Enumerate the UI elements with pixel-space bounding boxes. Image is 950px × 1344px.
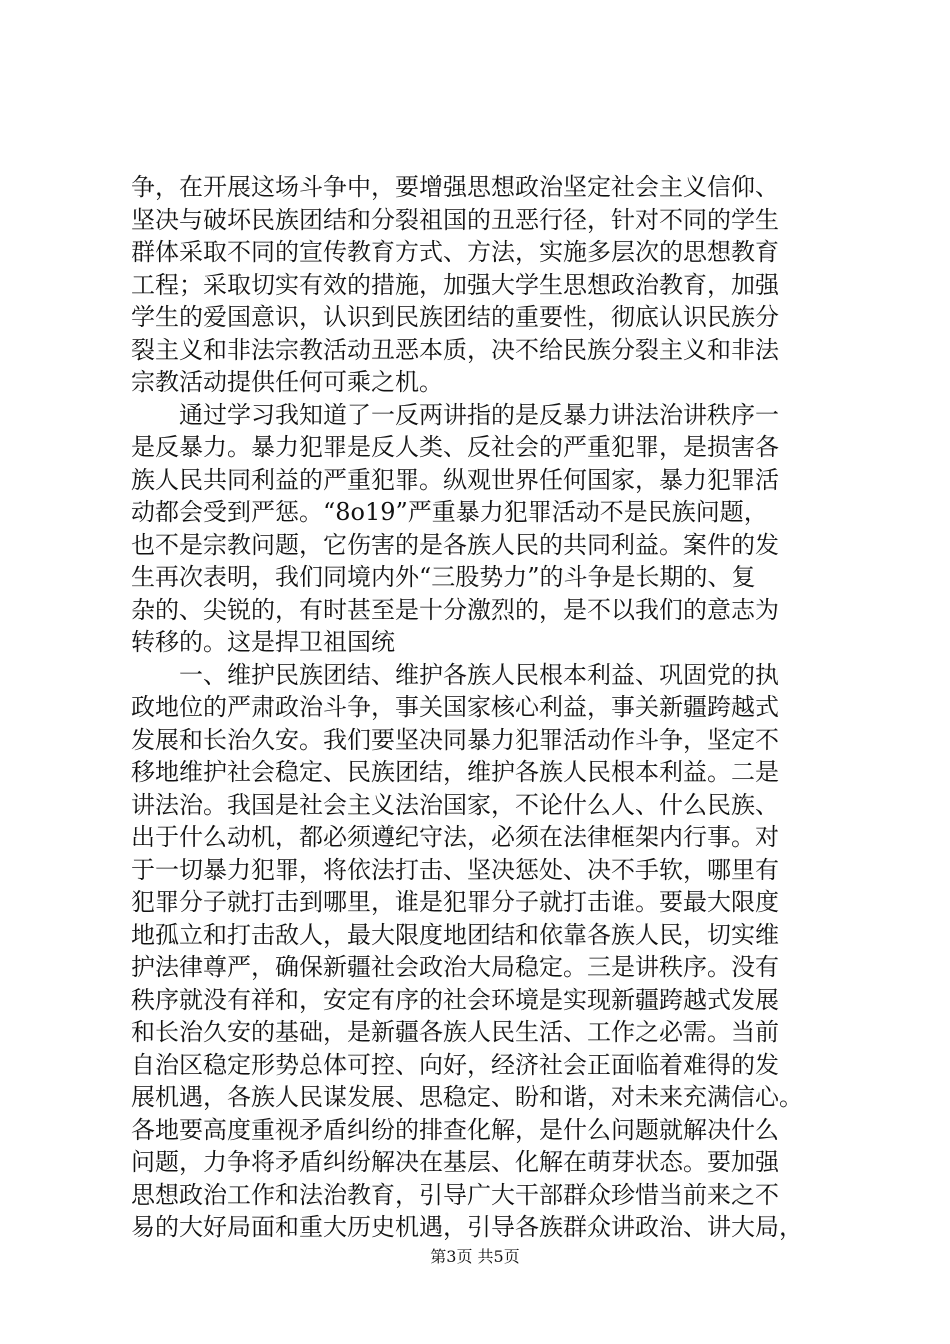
text-line: 于一切暴力犯罪，将依法打击、坚决惩处、决不手软，哪里有 <box>131 855 779 884</box>
text-line: 转移的。这是捍卫祖国统 <box>131 628 395 656</box>
text-line: 犯罪分子就打击到哪里，谁是犯罪分子就打击谁。要最大限度 <box>131 888 779 916</box>
text-line: 易的大好局面和重大历史机遇，引导各族群众讲政治、讲大局， <box>131 1213 803 1241</box>
document-body <box>131 171 831 1244</box>
text-line: 也不是宗教问题，它伤害的是各族人民的共同利益。案件的发 <box>131 530 779 559</box>
text-line: 争，在开展这场斗争中，要增强思想政治坚定社会主义信仰、 <box>131 173 779 201</box>
text-line: 展机遇，各族人民谋发展、思稳定、盼和谐，对未来充满信心。 <box>131 1083 803 1111</box>
text-line: 讲法治。我国是社会主义法治国家，不论什么人、什么民族、 <box>131 790 779 819</box>
text-line: 出于什么动机，都必须遵纪守法，必须在法律框架内行事。对 <box>131 823 779 851</box>
text-line: 族人民共同利益的严重犯罪。纵观世界任何国家，暴力犯罪活 <box>131 465 779 494</box>
text-line: 发展和长治久安。我们要坚决同暴力犯罪活动作斗争，坚定不 <box>131 725 779 754</box>
text-line: 问题，力争将矛盾纠纷解决在基层、化解在萌芽状态。要加强 <box>131 1148 779 1176</box>
paragraph-start-line: 通过学习我知道了一反两讲指的是反暴力讲法治讲秩序一 <box>179 400 779 429</box>
text-line: 和长治久安的基础，是新疆各族人民生活、工作之必需。当前 <box>131 1018 779 1046</box>
page-number-footer: 第3页 共5页 <box>430 1247 520 1266</box>
text-line: 群体采取不同的宣传教育方式、方法，实施多层次的思想教育 <box>131 238 779 266</box>
text-line: 生再次表明，我们同境内外“三股势力”的斗争是长期的、复 <box>131 563 756 591</box>
text-line: 学生的爱国意识，认识到民族团结的重要性，彻底认识民族分 <box>131 303 779 331</box>
text-line: 裂主义和非法宗教活动丑恶本质，决不给民族分裂主义和非法 <box>131 335 779 364</box>
text-line: 政地位的严肃政治斗争，事关国家核心利益，事关新疆跨越式 <box>131 693 779 721</box>
text-line: 动都会受到严惩。“8o19”严重暴力犯罪活动不是民族问题， <box>131 498 768 526</box>
text-line: 坚决与破坏民族团结和分裂祖国的丑恶行径，针对不同的学生 <box>131 205 779 234</box>
paragraph-start-line: 一、维护民族团结、维护各族人民根本利益、巩固党的执 <box>179 660 779 689</box>
text-line: 工程；采取切实有效的措施，加强大学生思想政治教育，加强 <box>131 270 779 299</box>
text-line: 地孤立和打击敌人，最大限度地团结和依靠各族人民，切实维 <box>131 920 779 949</box>
text-line: 杂的、尖锐的，有时甚至是十分激烈的，是不以我们的意志为 <box>131 595 779 624</box>
text-line: 是反暴力。暴力犯罪是反人类、反社会的严重犯罪，是损害各 <box>131 433 779 461</box>
text-line: 护法律尊严，确保新疆社会政治大局稳定。三是讲秩序。没有 <box>131 953 779 981</box>
text-line: 思想政治工作和法治教育，引导广大干部群众珍惜当前来之不 <box>131 1180 779 1209</box>
text-line: 秩序就没有祥和，安定有序的社会环境是实现新疆跨越式发展 <box>131 985 779 1014</box>
text-line: 宗教活动提供任何可乘之机。 <box>131 368 443 396</box>
text-line: 自治区稳定形势总体可控、向好，经济社会正面临着难得的发 <box>131 1050 779 1079</box>
text-line: 各地要高度重视矛盾纠纷的排查化解，是什么问题就解决什么 <box>131 1115 779 1144</box>
text-line: 移地维护社会稳定、民族团结，维护各族人民根本利益。二是 <box>131 758 779 786</box>
